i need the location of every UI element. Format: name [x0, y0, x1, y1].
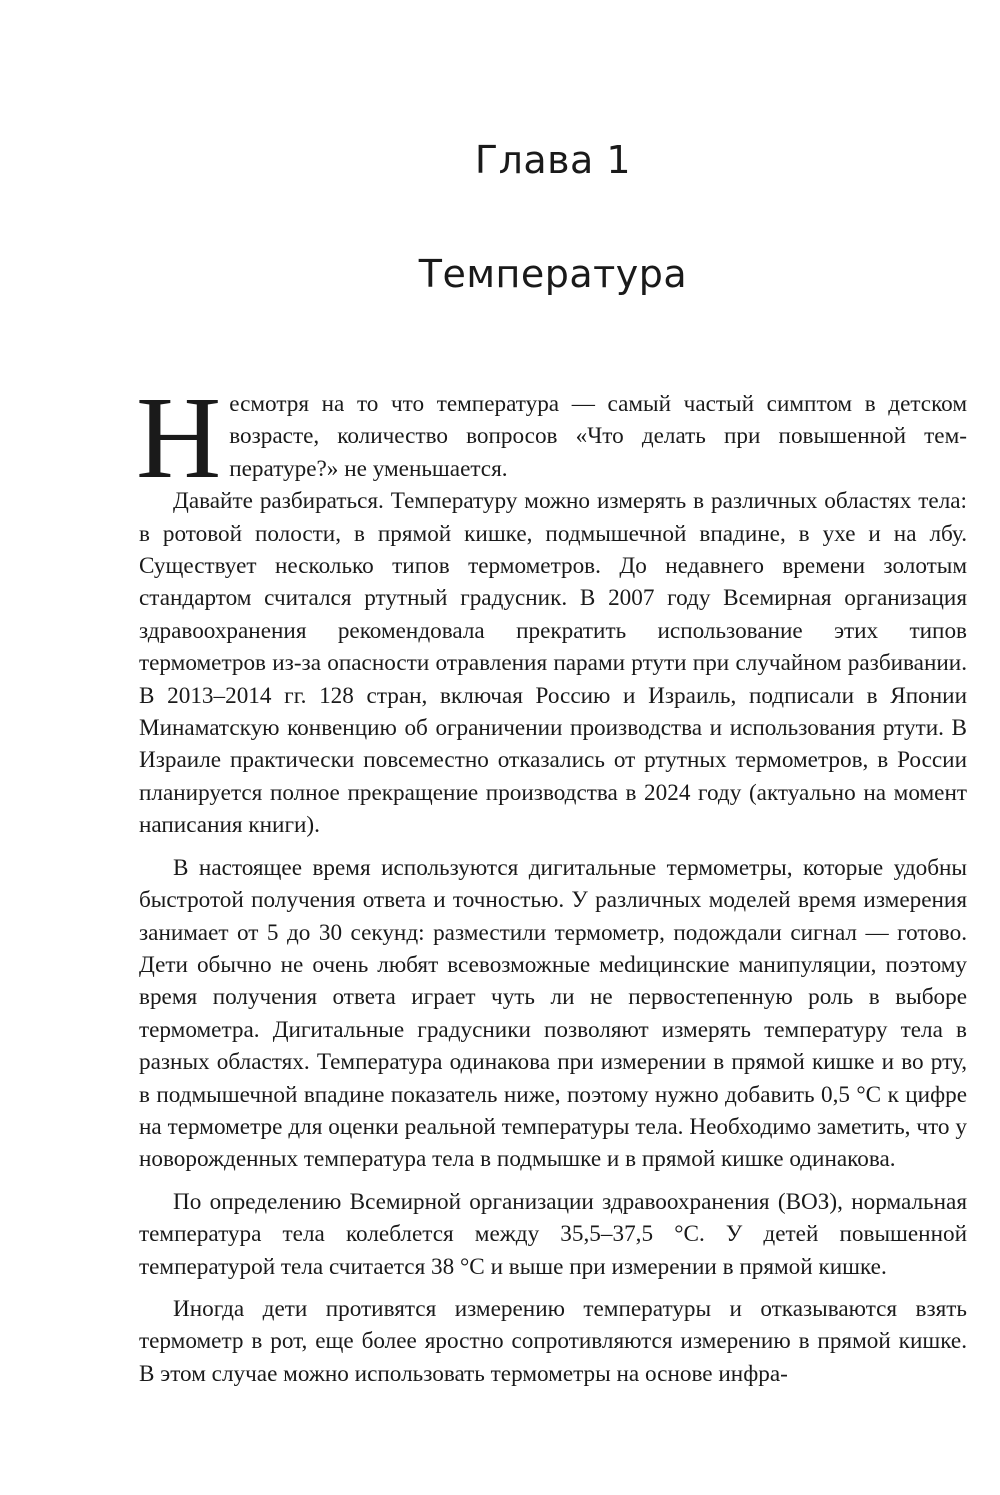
paragraph-4: По определению Всемирной организации здравоохранения (ВОЗ), нормальная температура тела колеблется между 35,5–37,5 °С. У детей повышенной температурой тела считается 38 °С и выше при измерении в прямой кишке.	[139, 1188, 967, 1280]
paragraph-1	[136, 372, 967, 503]
chapter-title: Температура	[418, 252, 688, 296]
paragraph-3: В настоящее время используются дигитальные термометры, которые удобны быстротой получения ответа и точностью. У различных моделей время измерения занимает от 5 до 30 секунд: разместили термометр, подождали сигнал — готово. Дети обычно не очень любят всевозможные меdицинские манипуляции, поэтому время получения ответа играет чуть ли не первостепенную роль в выборе термометра. Дигитальные градусники позволяют измерять температуру тела в разных областях. Температура одинакова при измерении в прямой кишке и во рту, в подмышечной впадине показатель ниже, поэтому нужно добавить 0,5 °С к цифре на термометре для оценки реальной температуры тела. Необходимо заметить, что у новорожденных температура тела в подмышке и в прямой кишке одинакова.	[139, 854, 967, 1173]
drop-cap: Н	[136, 372, 222, 503]
paragraph-2: Давайте разбираться. Температуру можно измерять в различных областях тела: в ротовой полости, в прямой кишке, подмышечной впадине, в ухе и на лбу. Существует несколько типов термометров. До недавнего времени золотым стандартом считался ртутный градусник. В 2007 году Всемирная организация здравоохранения рекомендовала прекратить использование этих типов термометров из-за опасности отравления парами ртути при случайном разбивании. В 2013–2014 гг. 128 стран, включая Россию и Израиль, подписали в Японии Минаматскую конвенцию об ограничении производства и использования ртути. В Израиле практически повсеместно отказались от ртутных термометров, в России планируется полное прекращение производства в 2024 году (актуально на момент написания книги).	[139, 488, 967, 839]
paragraph-5: Иногда дети противятся измерению температуры и отказываются взять термометр в рот, еще более яростно сопротивляются измерению в прямой кишке. В этом случае можно использовать термометры на основе инфра-	[139, 1295, 967, 1387]
chapter-number: Глава 1	[474, 138, 632, 182]
body-text	[136, 372, 967, 1390]
paragraph-text: есмотря на то что температура — самый частый симптом в детском возрасте, количество вопросов «Что делать при повышенной температуре?» не уменьшается.	[229, 391, 967, 482]
